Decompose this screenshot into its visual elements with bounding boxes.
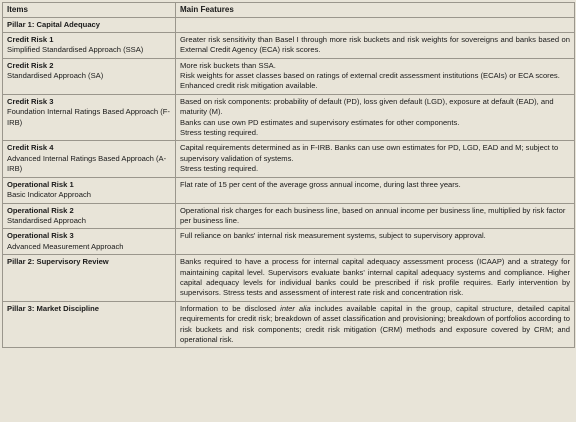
feature-text: Banks can use own PD estimates and supervisory estimates for other components. [180,117,460,127]
table-row [3,32,575,58]
header-items: Items [3,3,176,18]
table-row [3,18,575,32]
row-title: Credit Risk 1 [7,34,54,44]
row-item-cell [3,18,176,32]
row-item-cell [3,255,176,302]
row-title: Operational Risk 2 [7,205,74,215]
row-features-cell [176,58,575,94]
feature-text-italic: inter alia [280,303,311,313]
basel-features-table [2,2,575,348]
feature-text: More risk buckets than SSA. [180,60,276,70]
row-subtitle: Basic Indicator Approach [7,190,92,200]
row-features-cell [176,94,575,141]
feature-text: Enhanced credit risk mitigation available. [180,81,318,91]
row-title: Pillar 2: Supervisory Review [7,257,109,267]
row-item-cell [3,229,176,255]
feature-text: Full reliance on banks' internal risk measurement systems, subject to supervisory approval. [180,231,486,241]
row-title: Credit Risk 4 [7,143,54,153]
row-title: Pillar 1: Capital Adequacy [7,20,100,30]
row-subtitle: Advanced Internal Ratings Based Approach (A-IRB) [7,153,167,174]
row-subtitle: Standardised Approach (SA) [7,71,104,81]
row-features-cell [176,177,575,203]
row-subtitle: Standardised Approach [7,215,86,225]
row-title: Credit Risk 2 [7,60,54,70]
feature-text-post: includes available capital in the group, capital structure, detailed capital requirements for credit risk; breakdown of asset classification and provisioning; breakdown of portfolios according to risk buckets and risk components; credit risk mitigation (CRM) methods and exposure covered by CRM; and operational risk. [180,303,570,344]
row-title: Operational Risk 1 [7,179,74,189]
table-row [3,203,575,229]
row-title: Credit Risk 3 [7,96,54,106]
table-row [3,301,575,348]
table-row [3,58,575,94]
feature-text: Stress testing required. [180,164,259,174]
table-row [3,229,575,255]
feature-text: Based on risk components: probability of default (PD), loss given default (LGD), exposure at default (EAD), and maturity (M). [180,96,554,117]
table-row [3,94,575,141]
feature-text: Flat rate of 15 per cent of the average gross annual income, during last three years. [180,179,461,189]
feature-text: Stress testing required. [180,128,259,138]
header-main-features: Main Features [176,3,575,18]
row-item-cell [3,32,176,58]
row-features-cell [176,18,575,32]
row-subtitle: Foundation Internal Ratings Based Approach (F-IRB) [7,107,170,127]
row-features-cell [176,141,575,177]
feature-text: Banks required to have a process for internal capital adequacy assessment process (ICAAP) and a strategy for maintaining capital level. Supervisors evaluate banks' internal capital adequacy systems and compliance. Higher capital adequacy levels for individual banks could be prescribed if risk profile requires. Early intervention by supervisors. Stress tests and assessment of interest rate risk and concentration risk. [180,257,570,298]
row-item-cell [3,141,176,177]
feature-text: Operational risk charges for each business line, based on annual income per business line, multiplied by risk factor per business line. [180,205,566,225]
table-row [3,141,575,177]
table-row [3,177,575,203]
row-title: Pillar 3: Market Discipline [7,303,100,313]
feature-text: Greater risk sensitivity than Basel I through more risk buckets and risk weights for sovereigns and banks based on External Credit Agency (ECA) risk scores. [180,34,570,55]
table-row [3,255,575,302]
feature-text: Risk weights for asset classes based on ratings of external credit assessment institutions (ECAIs) or ECA scores. [180,71,560,81]
row-features-cell [176,301,575,348]
row-item-cell [3,94,176,141]
row-item-cell [3,203,176,229]
row-features-cell [176,32,575,58]
row-subtitle: Simplified Standardised Approach (SSA) [7,45,144,55]
feature-text: Capital requirements determined as in F-IRB. Banks can use own estimates for PD, LGD, EAD and M; subject to supervisory validation of systems. [180,143,559,163]
row-item-cell [3,177,176,203]
row-subtitle: Advanced Measurement Approach [7,241,124,251]
row-features-cell [176,203,575,229]
row-item-cell [3,58,176,94]
table-header-row [3,3,575,18]
row-title: Operational Risk 3 [7,231,74,241]
feature-text-pre: Information to be disclosed [180,303,281,313]
row-features-cell [176,229,575,255]
row-features-cell [176,255,575,302]
row-item-cell [3,301,176,348]
